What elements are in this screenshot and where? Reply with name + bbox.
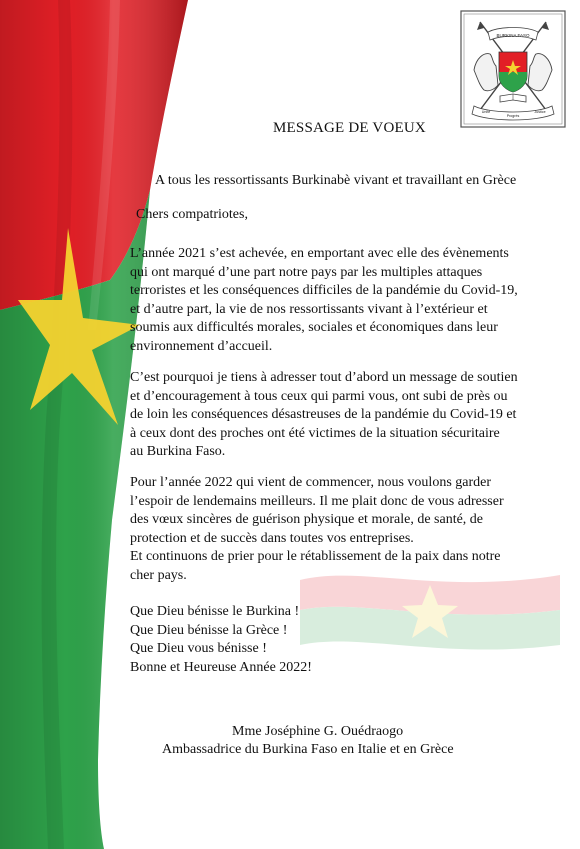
paragraph-line: soumis aux difficultés morales, sociales et économiques dans leur	[130, 320, 498, 335]
closing-line: Que Dieu bénisse la Grèce !	[130, 622, 288, 638]
paragraph-line: l’espoir de lendemains meilleurs. Il me plait donc de vous adresser	[130, 493, 504, 509]
coat-of-arms	[460, 10, 566, 128]
paragraph-line: Et continuons de prier pour le rétablissement de la paix dans notre	[130, 549, 501, 564]
closing-line: Que Dieu vous bénisse !	[130, 641, 267, 656]
paragraph-line: à ceux dont des proches ont été victimes de la situation sécuritaire	[130, 425, 500, 441]
paragraph-line: cher pays.	[130, 567, 187, 583]
signature-title: Ambassadrice du Burkina Faso en Italie et en Grèce	[162, 742, 454, 757]
emblem-top-text: BURKINA FASO	[496, 33, 530, 38]
paragraph-line: de loin les conséquences désastreuses de la pandémie du Covid-19 et	[130, 407, 517, 422]
paragraph-line: des vœux sincères de guérison physique et morale, de santé, de	[130, 512, 484, 527]
closing-blessings	[130, 603, 312, 677]
paragraph-line: et d’autre part, la vie de nos ressortissants vivant à l’extérieur et	[130, 301, 488, 317]
letter-title: MESSAGE DE VOEUX	[273, 120, 426, 136]
paragraph-1	[130, 245, 518, 356]
paragraph-line: environnement d’accueil.	[130, 338, 273, 354]
paragraph-line: L’année 2021 s’est achevée, en emportant avec elle des évènements	[130, 246, 509, 261]
paragraph-3	[130, 474, 504, 585]
closing-line: Bonne et Heureuse Année 2022!	[130, 659, 312, 675]
paragraph-2	[130, 369, 518, 462]
letter-addressee: A tous les ressortissants Burkinabè vivant et travaillant en Grèce	[155, 173, 517, 188]
paragraph-line: protection et de succès dans toutes vos entreprises.	[130, 530, 414, 546]
signature-name: Mme Joséphine G. Ouédraogo	[232, 724, 404, 739]
emblem-motto-left: Unité	[481, 110, 491, 114]
paragraph-line: C’est pourquoi je tiens à adresser tout d’abord un message de soutien	[130, 370, 518, 385]
paragraph-line: qui ont marqué d’une part notre pays par les multiples attaques	[130, 264, 483, 280]
closing-line: Que Dieu bénisse le Burkina !	[130, 604, 300, 619]
paragraph-line: Pour l’année 2022 qui vient de commencer, nous voulons garder	[130, 475, 492, 490]
paragraph-line: terroristes et les conséquences difficiles de la pandémie du Covid-19,	[130, 283, 518, 298]
emblem-motto-center: Progrès	[506, 114, 520, 118]
letter-greeting: Chers compatriotes,	[136, 207, 248, 222]
emblem-motto-right: Justice	[534, 110, 546, 114]
paragraph-line: au Burkina Faso.	[130, 444, 226, 459]
paragraph-line: et d’encouragement à tous ceux qui parmi vous, ont subi de près ou	[130, 388, 508, 404]
